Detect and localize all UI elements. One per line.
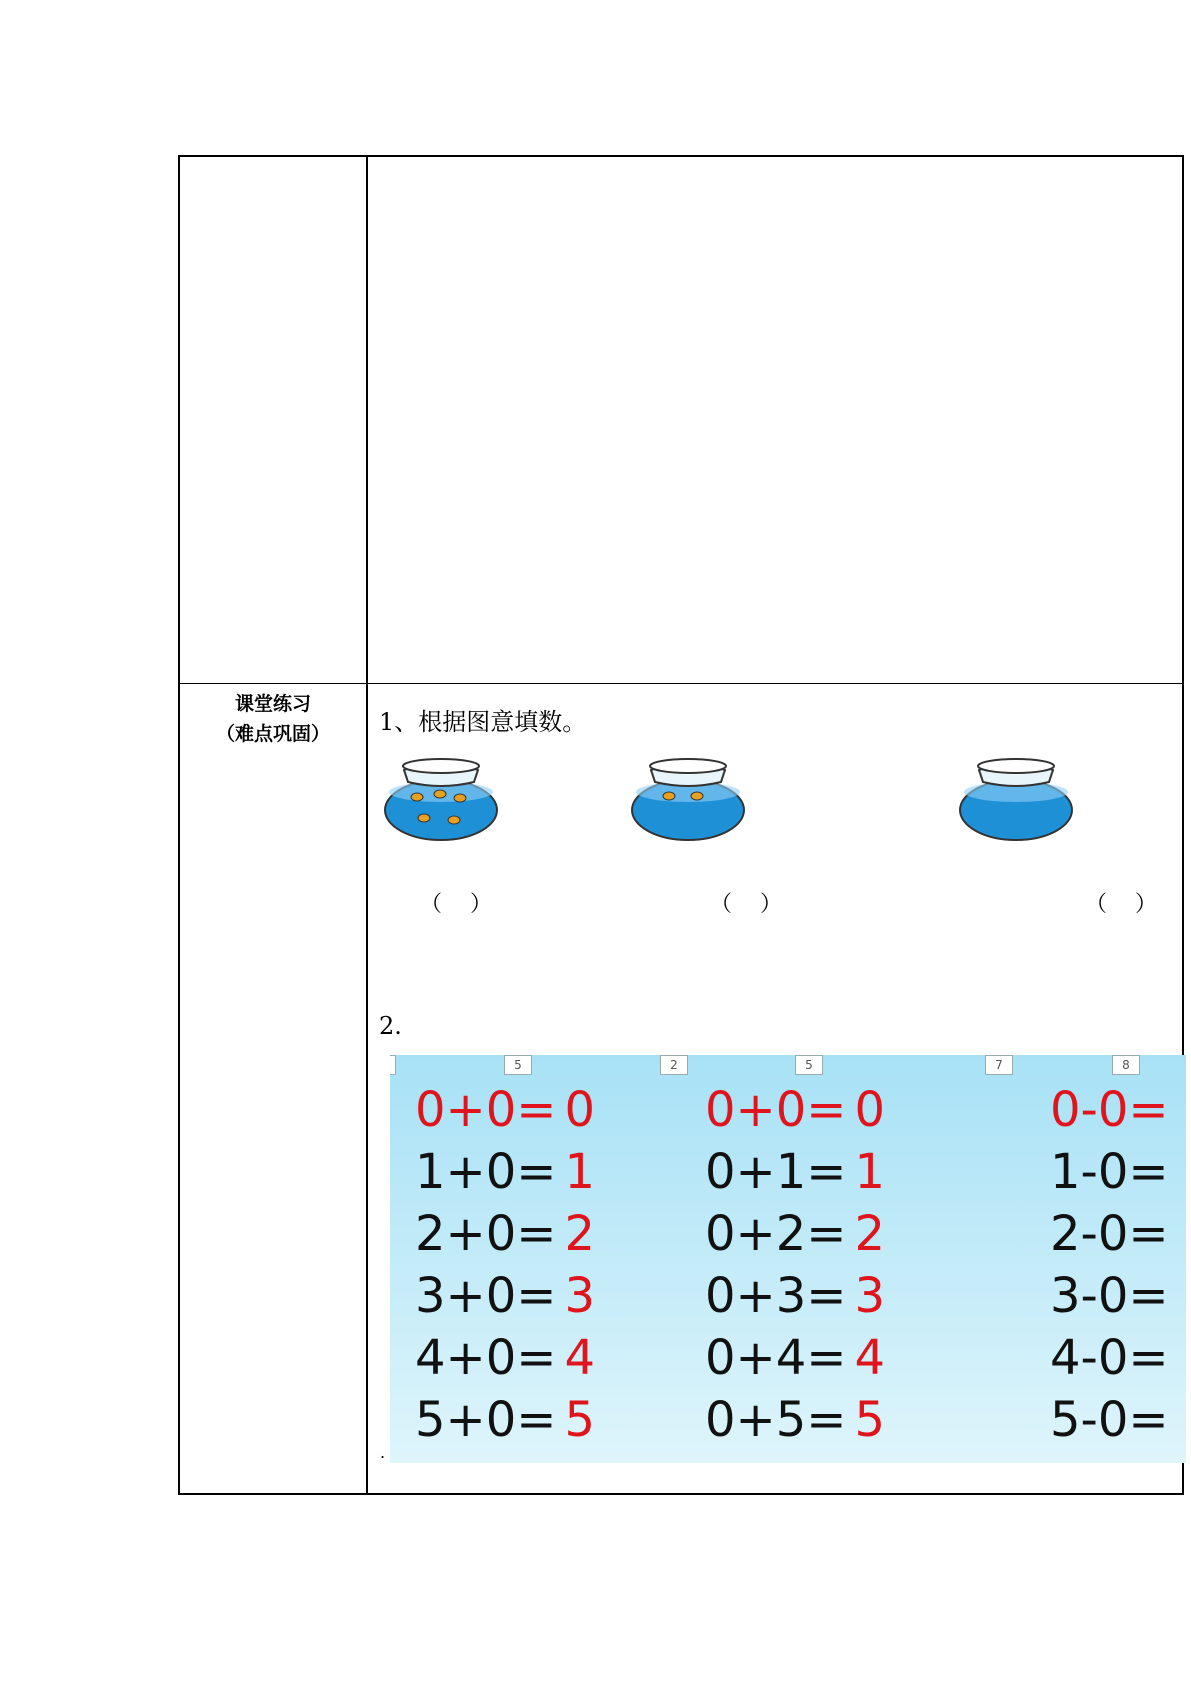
equation-answer: 4 bbox=[564, 1330, 596, 1386]
equation-expression: 1+0= bbox=[415, 1144, 557, 1200]
equation-row bbox=[1050, 1389, 1169, 1451]
lesson-table bbox=[178, 155, 1184, 1495]
equation-expression: 2-0= bbox=[1050, 1206, 1169, 1262]
row-divider bbox=[180, 683, 1182, 684]
equation-column-2 bbox=[705, 1079, 885, 1451]
equation-row bbox=[415, 1079, 595, 1141]
question-1-prompt: 1、根据图意填数。 bbox=[379, 708, 587, 736]
equation-answer: 4 bbox=[854, 1330, 886, 1386]
equation-row bbox=[415, 1327, 595, 1389]
equation-expression: 4+0= bbox=[415, 1330, 557, 1386]
trailing-mark: . bbox=[380, 1443, 386, 1462]
equation-row bbox=[415, 1141, 595, 1203]
fishbowl-2 bbox=[629, 752, 747, 842]
equation-row bbox=[705, 1141, 885, 1203]
fishbowl-1 bbox=[382, 752, 500, 842]
slide-tab: 2 bbox=[660, 1055, 688, 1075]
equation-answer: 3 bbox=[854, 1268, 886, 1324]
fishbowl-3-empty bbox=[957, 752, 1075, 842]
equation-row bbox=[705, 1327, 885, 1389]
answer-blank-1[interactable]: （ ） bbox=[420, 892, 492, 917]
equation-row bbox=[705, 1203, 885, 1265]
question-2-prompt: 2. bbox=[379, 1012, 402, 1040]
equation-expression: 5-0= bbox=[1050, 1392, 1169, 1448]
section-label-consolidation: （难点巩固） bbox=[215, 723, 330, 745]
equation-answer: 0 bbox=[854, 1082, 886, 1138]
equation-answer: 5 bbox=[854, 1392, 886, 1448]
arithmetic-panel bbox=[390, 1055, 1186, 1463]
equation-expression: 3+0= bbox=[415, 1268, 557, 1324]
slide-tab: 7 bbox=[985, 1055, 1013, 1075]
slide-tab: 8 bbox=[1112, 1055, 1140, 1075]
equation-answer: 1 bbox=[854, 1144, 886, 1200]
equation-row bbox=[1050, 1327, 1169, 1389]
equation-expression: 3-0= bbox=[1050, 1268, 1169, 1324]
equation-answer: 0 bbox=[564, 1082, 596, 1138]
equation-answer: 3 bbox=[564, 1268, 596, 1324]
column-divider bbox=[366, 157, 368, 1493]
equation-column-3 bbox=[1050, 1079, 1169, 1451]
equation-expression: 0+0= bbox=[705, 1082, 847, 1138]
equation-expression: 0+1= bbox=[705, 1144, 847, 1200]
equation-row bbox=[1050, 1079, 1169, 1141]
equation-answer: 1 bbox=[564, 1144, 596, 1200]
equation-expression: 0+4= bbox=[705, 1330, 847, 1386]
answer-blank-3[interactable]: （ ） bbox=[1085, 892, 1157, 917]
equation-column-1 bbox=[415, 1079, 595, 1451]
equation-row bbox=[705, 1265, 885, 1327]
equation-expression: 5+0= bbox=[415, 1392, 557, 1448]
slide-tab: 5 bbox=[795, 1055, 823, 1075]
equation-expression: 0+5= bbox=[705, 1392, 847, 1448]
equation-row bbox=[1050, 1265, 1169, 1327]
equation-expression: 0+0= bbox=[415, 1082, 557, 1138]
equation-expression: 4-0= bbox=[1050, 1330, 1169, 1386]
equation-answer: 2 bbox=[854, 1206, 886, 1262]
equation-expression: 2+0= bbox=[415, 1206, 557, 1262]
equation-expression: 0+2= bbox=[705, 1206, 847, 1262]
equation-answer: 5 bbox=[564, 1392, 596, 1448]
answer-blank-2[interactable]: （ ） bbox=[710, 892, 782, 917]
equation-row bbox=[1050, 1141, 1169, 1203]
equation-row bbox=[705, 1389, 885, 1451]
equation-expression: 0+3= bbox=[705, 1268, 847, 1324]
equation-row bbox=[415, 1389, 595, 1451]
slide-tab bbox=[390, 1055, 396, 1075]
equation-row bbox=[705, 1079, 885, 1141]
equation-row bbox=[415, 1203, 595, 1265]
equation-expression: 0-0= bbox=[1050, 1082, 1169, 1138]
slide-tab: 5 bbox=[504, 1055, 532, 1075]
equation-answer: 2 bbox=[564, 1206, 596, 1262]
section-label-practice: 课堂练习 bbox=[234, 693, 311, 715]
equation-row bbox=[415, 1265, 595, 1327]
equation-expression: 1-0= bbox=[1050, 1144, 1169, 1200]
equation-row bbox=[1050, 1203, 1169, 1265]
